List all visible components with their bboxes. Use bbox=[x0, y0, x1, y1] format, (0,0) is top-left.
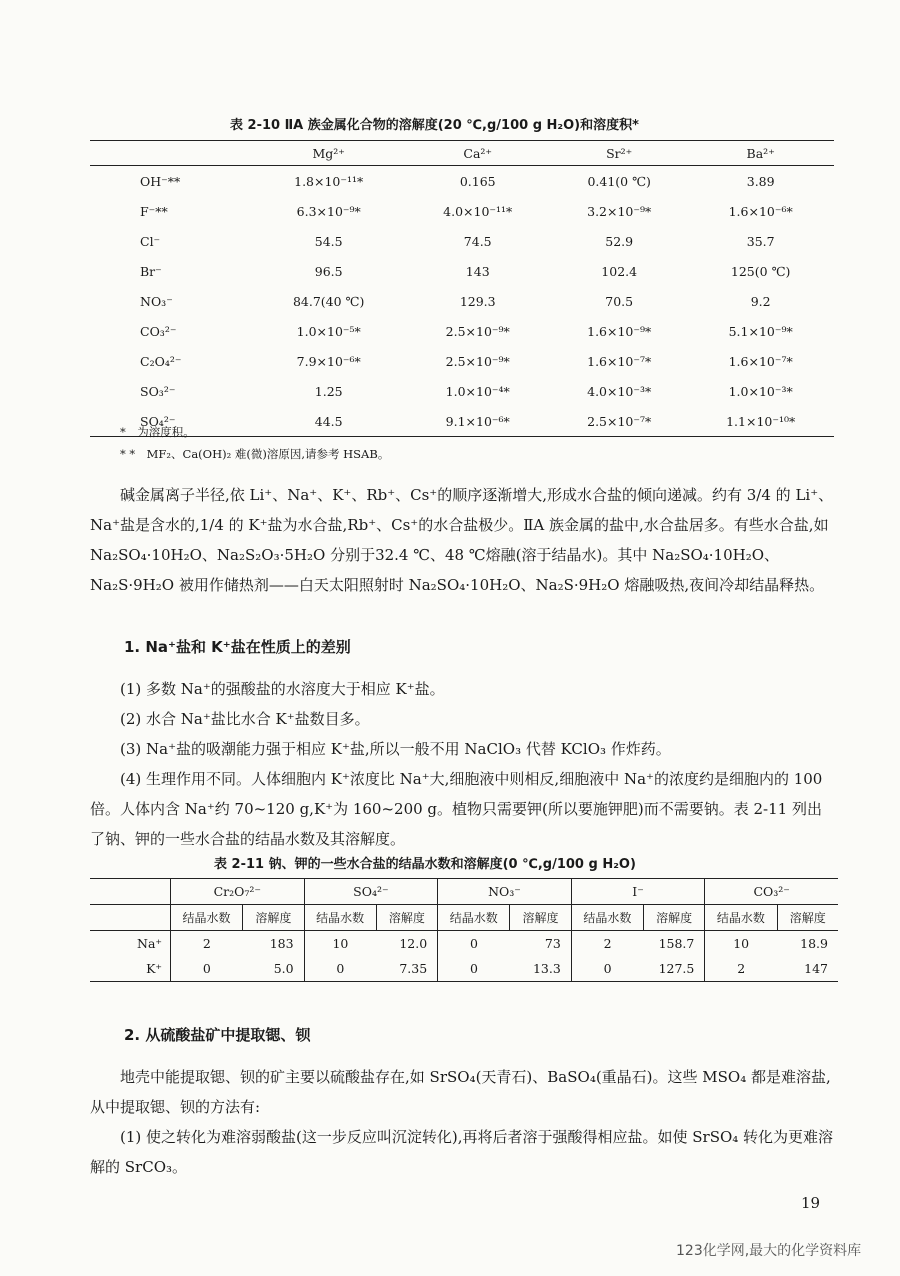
section1-item: (3) Na⁺盐的吸潮能力强于相应 K⁺盐,所以一般不用 NaClO₃ 代替 KClO₃ 作炸药。 bbox=[120, 740, 671, 758]
table1-ion-cell: Br⁻ bbox=[140, 263, 162, 279]
table2-caption: 表 2-11 钠、钾的一些水合盐的结晶水数和溶解度(0 ℃,g/100 g H₂O) bbox=[214, 857, 636, 872]
table1-value-cell: 96.5 bbox=[314, 263, 343, 279]
table2-subheader-solubility: 溶解度 bbox=[643, 905, 705, 931]
table2-solubility-cell: 127.5 bbox=[658, 961, 695, 976]
table1-value-cell: 1.6×10⁻⁹* bbox=[587, 323, 652, 339]
table2-water-cell: 2 bbox=[705, 956, 777, 982]
table2-solubility-cell: 5.0 bbox=[273, 961, 294, 976]
table1-header-cell: Sr²⁺ bbox=[551, 141, 687, 166]
table2-cation-cell: K⁺ bbox=[146, 961, 162, 976]
table1-value-cell: 7.9×10⁻⁶* bbox=[296, 353, 361, 369]
watermark: 123化学网,最大的化学资料库 bbox=[676, 1243, 862, 1259]
table1-value-cell: 52.9 bbox=[605, 233, 634, 249]
table1-header-cell: Ba²⁺ bbox=[687, 141, 834, 166]
section1-item: (2) 水合 Na⁺盐比水合 K⁺盐数目多。 bbox=[120, 710, 370, 728]
table1-value-cell: 2.5×10⁻⁹* bbox=[445, 323, 510, 339]
section1-heading: 1. Na⁺盐和 K⁺盐在性质上的差别 bbox=[124, 638, 351, 656]
table1-value-cell: 5.1×10⁻⁹* bbox=[728, 323, 793, 339]
table2-water-cell: 0 bbox=[438, 956, 510, 982]
table2-solubility-cell: 12.0 bbox=[399, 936, 428, 951]
table1-row bbox=[90, 376, 834, 406]
table2-subheader-water: 结晶水数 bbox=[705, 905, 777, 931]
table1-ion-cell: OH⁻** bbox=[140, 173, 181, 189]
table2-subheader-solubility: 溶解度 bbox=[777, 905, 838, 931]
table1-value-cell: 1.1×10⁻¹⁰* bbox=[726, 413, 796, 429]
table1-ion-cell: F⁻** bbox=[140, 203, 168, 219]
section2-heading: 2. 从硫酸盐矿中提取锶、钡 bbox=[124, 1026, 311, 1044]
table2-subheader-water: 结晶水数 bbox=[304, 905, 376, 931]
table1-value-cell: 9.1×10⁻⁶* bbox=[445, 413, 510, 429]
table1-value-cell: 1.6×10⁻⁷* bbox=[587, 353, 652, 369]
table1-value-cell: 1.25 bbox=[314, 383, 343, 399]
table1-ion-cell: SO₄²⁻ bbox=[140, 413, 176, 429]
table1-ion-cell: SO₃²⁻ bbox=[140, 383, 176, 399]
section2-paragraph: (1) 使之转化为难溶弱酸盐(这一步反应叫沉淀转化),再将后者溶于强酸得相应盐。如使 SrSO₄ 转化为更难溶解的 SrCO₃。 bbox=[90, 1128, 834, 1176]
table2-subheader-water: 结晶水数 bbox=[438, 905, 510, 931]
table1-value-cell: 1.8×10⁻¹¹* bbox=[294, 173, 364, 189]
table1-value-cell: 2.5×10⁻⁹* bbox=[445, 353, 510, 369]
page-number: 19 bbox=[801, 1194, 821, 1212]
table1-value-cell: 70.5 bbox=[605, 293, 634, 309]
table1-header-cell: Mg²⁺ bbox=[253, 141, 404, 166]
table2-subheader-solubility: 溶解度 bbox=[376, 905, 438, 931]
table2-solubility-cell: 147 bbox=[804, 961, 828, 976]
table2-water-cell: 2 bbox=[171, 931, 243, 957]
table1-value-cell: 44.5 bbox=[314, 413, 343, 429]
table1-row bbox=[90, 166, 834, 197]
table1-row bbox=[90, 406, 834, 437]
table2-solubility-cell: 18.9 bbox=[800, 936, 828, 951]
table1-value-cell: 1.0×10⁻³* bbox=[728, 383, 793, 399]
table1-value-cell: 9.2 bbox=[750, 293, 771, 309]
table2-row-na bbox=[90, 931, 838, 957]
table1-row bbox=[90, 256, 834, 286]
table1-value-cell: 1.0×10⁻⁴* bbox=[445, 383, 510, 399]
table2-solubility-cell: 73 bbox=[544, 936, 561, 951]
table2-solubility-cell: 183 bbox=[269, 936, 294, 951]
table2-anion-header: NO₃⁻ bbox=[438, 879, 572, 905]
section2-body bbox=[90, 1062, 835, 1182]
intro-paragraph-text: 碱金属离子半径,依 Li⁺、Na⁺、K⁺、Rb⁺、Cs⁺的顺序逐渐增大,形成水合盐的倾向递减。约有 3/4 的 Li⁺、Na⁺盐是含水的,1/4 的 K⁺盐为水合盐,Rb⁺、Cs⁺的水合盐极少。ⅡA 族金属的盐中,水合盐居多。有些水合盐,如 Na₂SO₄·10H₂O、Na₂S₂O₃·5H₂O 分别于32.4 ℃、48 ℃熔融(溶于结晶水)。其中 Na₂SO₄·10H₂O、Na₂S·9H₂O 被用作储热剂——白天太阳照射时 Na₂SO₄·10H₂O、Na₂S·9H₂O 熔融吸热,夜间冷却结晶释热。 bbox=[90, 486, 834, 594]
table2-subheader-water: 结晶水数 bbox=[171, 905, 243, 931]
table2-water-cell: 0 bbox=[571, 956, 643, 982]
table1-value-cell: 3.2×10⁻⁹* bbox=[587, 203, 652, 219]
table1-value-cell: 84.7(40 ℃) bbox=[292, 293, 365, 309]
table1-ion-cell: CO₃²⁻ bbox=[140, 323, 177, 339]
table2-subheader-water: 结晶水数 bbox=[571, 905, 643, 931]
table2-water-cell: 0 bbox=[304, 956, 376, 982]
table2-water-cell: 10 bbox=[705, 931, 777, 957]
hydrate-salt-table-2-11 bbox=[90, 878, 838, 982]
table1-value-cell: 0.165 bbox=[459, 173, 496, 189]
table2-anion-row bbox=[90, 879, 838, 905]
table2-water-cell: 0 bbox=[438, 931, 510, 957]
table1-value-cell: 4.0×10⁻³* bbox=[587, 383, 652, 399]
table1-value-cell: 1.6×10⁻⁶* bbox=[728, 203, 793, 219]
section2-paragraph: 地壳中能提取锶、钡的矿主要以硫酸盐存在,如 SrSO₄(天青石)、BaSO₄(重晶石)。这些 MSO₄ 都是难溶盐,从中提取锶、钡的方法有: bbox=[90, 1068, 831, 1116]
table1-value-cell: 143 bbox=[465, 263, 490, 279]
table1-value-cell: 4.0×10⁻¹¹* bbox=[443, 203, 513, 219]
table1-value-cell: 1.6×10⁻⁷* bbox=[728, 353, 793, 369]
table2-cation-cell: Na⁺ bbox=[137, 936, 162, 951]
table2-corner-cell bbox=[90, 879, 171, 905]
table1-note-2: * * MF₂、Ca(OH)₂ 难(微)溶原因,请参考 HSAB。 bbox=[120, 447, 390, 461]
table1-value-cell: 3.89 bbox=[746, 173, 775, 189]
table1-caption: 表 2-10 ⅡA 族金属化合物的溶解度(20 ℃,g/100 g H₂O)和溶度积* bbox=[230, 118, 639, 133]
table1-value-cell: 6.3×10⁻⁹* bbox=[296, 203, 361, 219]
table2-row-k bbox=[90, 956, 838, 982]
table1-header-cell: Ca²⁺ bbox=[404, 141, 551, 166]
table1-header-row bbox=[90, 141, 834, 166]
table2-solubility-cell: 7.35 bbox=[399, 961, 428, 976]
table1-row bbox=[90, 226, 834, 256]
table1-header-cell bbox=[90, 141, 253, 166]
table1-value-cell: 74.5 bbox=[463, 233, 492, 249]
table1-value-cell: 1.0×10⁻⁵* bbox=[296, 323, 361, 339]
table2-solubility-cell: 13.3 bbox=[532, 961, 561, 976]
table1-ion-cell: C₂O₄²⁻ bbox=[140, 353, 182, 369]
table2-anion-header: SO₄²⁻ bbox=[304, 879, 438, 905]
table1-value-cell: 2.5×10⁻⁷* bbox=[587, 413, 652, 429]
section1-item: (4) 生理作用不同。人体细胞内 K⁺浓度比 Na⁺大,细胞液中则相反,细胞液中 Na⁺的浓度约是细胞内的 100 倍。人体内含 Na⁺约 70~120 g,K⁺为 160~200 g。植物只需要钾(所以要施钾肥)而不需要钠。表 2-11 列出了钠、钾的一些水合盐的结晶水数及其溶解度。 bbox=[90, 770, 823, 848]
table1-ion-cell: NO₃⁻ bbox=[140, 293, 173, 309]
table1-value-cell: 125(0 ℃) bbox=[730, 263, 791, 279]
section1-item: (1) 多数 Na⁺的强酸盐的水溶度大于相应 K⁺盐。 bbox=[120, 680, 445, 698]
intro-paragraph bbox=[90, 480, 835, 600]
table1-value-cell: 54.5 bbox=[314, 233, 343, 249]
table1-note-1: * 为溶度积。 bbox=[120, 425, 195, 439]
table2-anion-header: CO₃²⁻ bbox=[705, 879, 838, 905]
table1-value-cell: 0.41(0 ℃) bbox=[587, 173, 651, 189]
table2-subheader-solubility: 溶解度 bbox=[510, 905, 572, 931]
table1-ion-cell: Cl⁻ bbox=[140, 233, 161, 249]
table2-subheader-row bbox=[90, 905, 838, 931]
table1-value-cell: 129.3 bbox=[459, 293, 496, 309]
table1-row bbox=[90, 196, 834, 226]
table1-row bbox=[90, 346, 834, 376]
table1-row bbox=[90, 286, 834, 316]
solubility-table-2-10 bbox=[90, 140, 834, 437]
table2-subheader-solubility: 溶解度 bbox=[243, 905, 305, 931]
table1-row bbox=[90, 316, 834, 346]
section1-items bbox=[90, 674, 835, 854]
table1-value-cell: 102.4 bbox=[601, 263, 638, 279]
table2-water-cell: 0 bbox=[171, 956, 243, 982]
table1-value-cell: 35.7 bbox=[746, 233, 775, 249]
table2-solubility-cell: 158.7 bbox=[658, 936, 695, 951]
table2-anion-header: I⁻ bbox=[571, 879, 705, 905]
table2-anion-header: Cr₂O₇²⁻ bbox=[171, 879, 305, 905]
table2-water-cell: 10 bbox=[304, 931, 376, 957]
table2-water-cell: 2 bbox=[571, 931, 643, 957]
table2-corner-cell bbox=[90, 905, 171, 931]
